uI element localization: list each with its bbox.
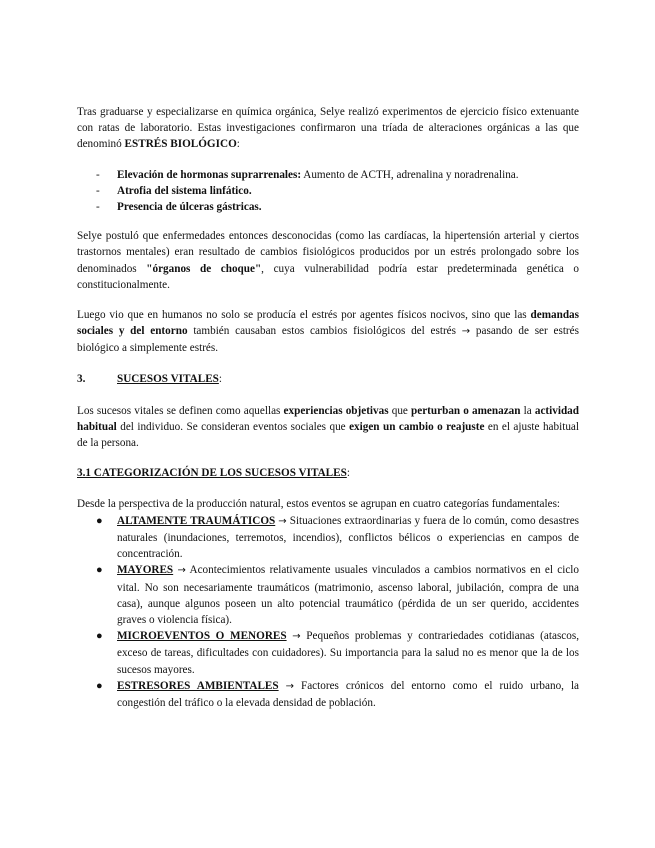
list-item-bold: Atrofia del sistema linfático. bbox=[117, 184, 252, 197]
paragraph-text: la bbox=[520, 404, 535, 417]
paragraph-bold: demandas sociales y del entorno bbox=[77, 309, 579, 338]
paragraph-text: que bbox=[388, 404, 412, 417]
paragraph-text: Luego vio que en humanos no solo se producía el estrés por agentes físicos nocivos, sino que las bbox=[77, 309, 531, 322]
category-name: ALTAMENTE TRAUMÁTICOS bbox=[117, 514, 276, 527]
section-number: 3. bbox=[77, 372, 86, 385]
triad-list bbox=[77, 167, 579, 216]
category-desc: Acontecimientos relativamente usuales vinculados a cambios normativos en el ciclo vital. No son necesariamente traumáticos (matrimonio, ascenso laboral, jubilación, compra de una casa), aunque algunos poseen un alto potencial traumático (pérdida de un ser querido, accidentes graves o violencia física). bbox=[117, 564, 579, 627]
section-title: SUCESOS VITALES bbox=[117, 372, 219, 385]
category-desc: Pequeños problemas y contrariedades cotidianas (atascos, exceso de tareas, dificultades con cuidadores). Su importancia para la salud no es menor que la de los sucesos mayores. bbox=[117, 630, 580, 676]
paragraph-organos-choque bbox=[77, 228, 579, 293]
paragraph-bold: experiencias objetivas bbox=[283, 404, 389, 417]
bullet-icon: ● bbox=[96, 679, 103, 692]
intro-end: : bbox=[236, 138, 240, 151]
paragraph-bold: actividad habitual bbox=[77, 404, 579, 434]
bullet-icon: ● bbox=[96, 564, 103, 577]
section-colon: : bbox=[218, 372, 222, 385]
bullet-icon: ● bbox=[96, 630, 103, 643]
paragraph-text: también causaban estos cambios fisiológicos del estrés bbox=[187, 325, 462, 338]
category-desc: Factores crónicos del entorno como el ruido urbano, la congestión del tráfico o la elevada densidad de población. bbox=[117, 679, 580, 710]
intro-text: Tras graduarse y especializarse en química orgánica, Selye realizó experimentos de ejercicio físico extenuante con ratas de laboratorio. Estas investigaciones confirmaron una tríada de alteraciones orgánicas a las que denominó bbox=[77, 106, 579, 151]
paragraph-text: en el ajuste habitual de la persona. bbox=[77, 421, 579, 450]
category-name: MAYORES bbox=[117, 564, 174, 577]
list-item bbox=[77, 199, 579, 215]
list-item bbox=[77, 628, 579, 678]
paragraph-text: , cuya vulnerabilidad podría estar predeterminada genética o constitucionalmente. bbox=[77, 262, 579, 291]
paragraph-text: pasando de ser estrés biológico a simplemente estrés. bbox=[77, 325, 579, 355]
paragraph-text: Selye postuló que enfermedades entonces desconocidas (como las cardíacas, la hipertensión arterial y ciertos trastornos mentales) eran resultado de cambios fisiológicos producidos por un estrés prolongado sobre los denominados bbox=[77, 230, 579, 275]
category-desc: Situaciones extraordinarias y fuera de lo común, como desastres naturales (inundaciones, terremotos, incendios), conflictos bélicos o experiencias en campos de concentración. bbox=[117, 514, 580, 561]
document-body bbox=[77, 104, 579, 711]
arrow-icon: → bbox=[278, 515, 287, 527]
arrow-icon: → bbox=[292, 631, 301, 643]
intro-paragraph bbox=[77, 104, 579, 153]
paragraph-bold: perturban o amenazan bbox=[411, 404, 521, 417]
intro-bold-term: ESTRÉS BIOLÓGICO bbox=[124, 138, 237, 151]
list-item bbox=[77, 183, 579, 199]
category-name: ESTRESORES AMBIENTALES bbox=[117, 679, 279, 692]
list-item-bold: Elevación de hormonas suprarrenales: bbox=[117, 168, 302, 181]
list-item bbox=[77, 167, 579, 183]
list-item bbox=[77, 562, 579, 628]
category-name: MICROEVENTOS O MENORES bbox=[117, 630, 287, 643]
list-item-text: Aumento de ACTH, adrenalina y noradrenalina. bbox=[301, 168, 519, 181]
section-heading-3 bbox=[77, 371, 579, 387]
section-heading-3-1 bbox=[77, 465, 579, 481]
paragraph-bold: exigen un cambio o reajuste bbox=[349, 421, 485, 434]
arrow-icon: → bbox=[285, 680, 294, 692]
paragraph-text: del individuo. Se consideran eventos sociales que bbox=[116, 421, 350, 434]
bullet-icon: ● bbox=[96, 514, 103, 527]
paragraph-sucesos-vitales bbox=[77, 403, 579, 452]
section-title: 3.1 CATEGORIZACIÓN DE LOS SUCESOS VITALES bbox=[77, 467, 347, 480]
paragraph-bold: "órganos de choque" bbox=[146, 262, 262, 275]
arrow-icon: → bbox=[461, 326, 471, 338]
arrow-icon: → bbox=[177, 565, 186, 577]
categories-list bbox=[77, 513, 579, 711]
list-item-bold: Presencia de úlceras gástricas. bbox=[117, 201, 262, 214]
list-item bbox=[77, 513, 579, 563]
section-colon: : bbox=[346, 467, 350, 480]
paragraph-demandas-sociales bbox=[77, 307, 579, 357]
paragraph-perspectiva: Desde la perspectiva de la producción natural, estos eventos se agrupan en cuatro categorías fundamentales: bbox=[77, 497, 561, 510]
list-item bbox=[77, 678, 579, 711]
paragraph-text: Los sucesos vitales se definen como aquellas bbox=[77, 404, 284, 417]
